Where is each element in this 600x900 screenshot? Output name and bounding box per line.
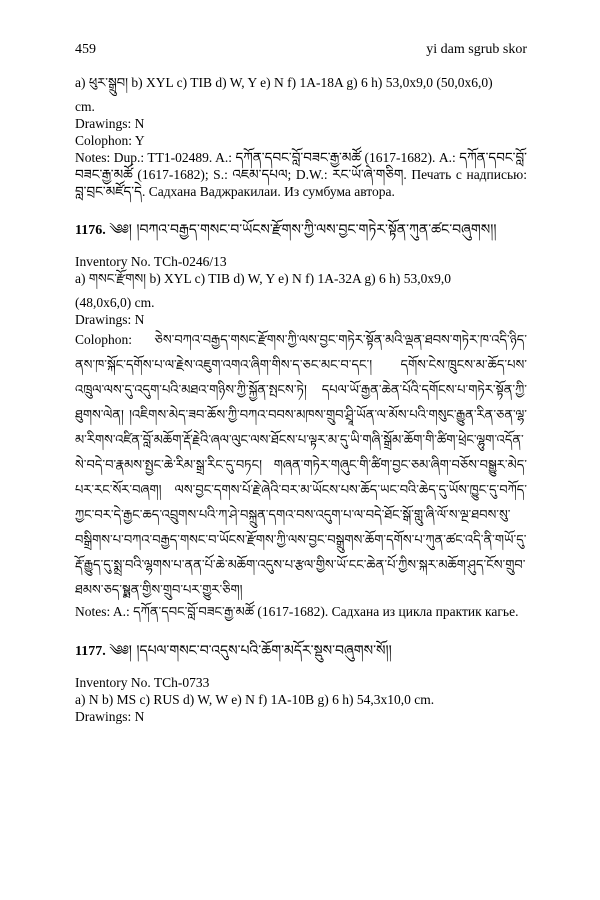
tibetan-short-title: ཕུར་སྒྲུབ།: [88, 76, 129, 91]
entry-1176-drawings: Drawings: N: [75, 312, 145, 327]
entry-1177-drawings: Drawings: N: [75, 709, 145, 724]
entry-prev-colophon: Colophon: Y: [75, 133, 145, 148]
entry-number: 1177.: [75, 644, 106, 659]
page-number: 459: [75, 42, 96, 57]
running-title: yi dam sgrub skor: [426, 42, 527, 57]
entry-1176-inventory: Inventory No. TCh-0246/13: [75, 254, 227, 269]
entry-1176-title: [75, 218, 527, 243]
colophon-tibetan-text: ཅེས་བཀའ་བརྒྱད་གསང་རྫོགས་ཀྱི་ལས་བྱང་གཏེར་སྟོན་མའི་ལྡན་ཐབས་གཏེར་ཁ་འདི་ཉིད་ནས་ཁ་སྐོང་དགོས་པ་ལ་རྗེས་འཇུག་འགའ་ཞིག་གིས་ད་ཅང་མང་བ་དང་། དགོས་ངེས་ཁྲུངས་མ་ཆོད་པས་འཁྲུལ་ལས་དུ་འདུག་པའི་མཐའ་གཉིས་ཀྱི་སྐྱོན་སྤངས་ཏེ། དཔལ་ཡོ་རྒྱན་ཆེན་པོའི་དགོངས་པ་གཏེར་སྟོན་ཀྱི་ཐུགས་ལེན། །འཇིགས་མེད་ཟབ་ཆོས་ཀྱི་བཀའ་བབས་མཁས་གྲུབ་ཤྲཱི་ཡོན་ལ་མོས་པའི་གསུང་རྒྱུན་རིན་ཅན་ལྷ་མ་རིགས་འཛིན་བློ་མཆོག་རྡོ་རྗེའི་ཞལ་ལུང་ལས་ཐོངས་པ་ལྟར་མ་དུ་ཡི་གཞི་སྒྲོམ་ཆོག་གི་ཚིག་ཕྲེང་ལྷུག་འདོན་སེ་བདེ་བ་རྣམས་སྤྱང་ཆེ་རིམ་སྒྲ་རིང་དུ་བཏང། གཞན་གཏེར་གཞུང་གི་ཚིག་བྱང་ཅམ་ཞིག་བཅོས་བསྒྱུར་མེད་པར་རང་སོར་བཞག། ལས་བྱང་དགས་པོ་རྗེ་ཞེའི་བར་མ་ཡོངས་པས་ཆོད་ཡང་བའི་ཆེད་དུ་ཡོས་ཁྱུང་དུ་བཀོད་ཀྱང་བར་དེ་རྒྱང་ཆད་འབྲུགས་པའི་ཀ་ཤེ་བསྐྲུན་དགའ་བས་འདུག་པ་ལ་བདེ་ཐོང་སྒོ་གླུ་ཞི་ལོ་ས་ལྔ་ཐབས་སུ་བསྒྲིགས་པ་བཀའ་བརྒྱད་གསང་བ་ཡོངས་རྫོགས་ཀྱི་ལས་བྱང་བསྒྲུགས་ཆོག་དགོས་པ་ཀུན་ཚང་འདི་ནི་གཡོ་དུ་རྡོ་རྒྱུད་དུ་སྨྲ་བའི་ལྷགས་པ་ནན་པོ་ཆེ་མཆོག་འདུས་པ་རྩལ་གྱིས་ཡོ་ངང་ཆེན་པོ་ཀྱིས་སྐར་མཆོག་ཤུད་ངོས་གྲུབ་ཐམས་ཅད་སྟྨན་གྱིས་གྲུབ་པར་གྱུར་ཅིག།: [75, 333, 527, 598]
entry-1177-title: [75, 639, 527, 664]
entry-title-tibetan: ༄༅། །དཔལ་གསང་བ་འདུས་པའི་ཆོག་མདོར་སྡུས་བཞུགས་སོ།།: [109, 643, 392, 659]
page-header: [75, 42, 527, 64]
entry-1176-colophon: Colophon: ཅེས་བཀའ་བརྒྱད་གསང་རྫོགས་ཀྱི་ལས་བྱང་གཏེར་སྟོན་མའི་ལྡན་ཐབས་གཏེར་ཁ་འདི་ཉིད་ནས་ཁ་སྐོང་དགོས་པ་ལ་རྗེས་འཇུག་འགའ་ཞིག་གིས་ད་ཅང་མང་བ་དང་། དགོས་ངེས་ཁྲུངས་མ་ཆོད་པས་འཁྲུལ་ལས་དུ་འདུག་པའི་མཐའ་གཉིས་ཀྱི་སྐྱོན་སྤངས་ཏེ། དཔལ་ཡོ་རྒྱན་ཆེན་པོའི་དགོངས་པ་གཏེར་སྟོན་ཀྱི་ཐུགས་ལེན། །འཇིགས་མེད་ཟབ་ཆོས་ཀྱི་བཀའ་བབས་མཁས་གྲུབ་ཤྲཱི་ཡོན་ལ་མོས་པའི་གསུང་རྒྱུན་རིན་ཅན་ལྷ་མ་རིགས་འཛིན་བློ་མཆོག་རྡོ་རྗེའི་ཞལ་ལུང་ལས་ཐོངས་པ་ལྟར་མ་དུ་ཡི་གཞི་སྒྲོམ་ཆོག་གི་ཚིག་ཕྲེང་ལྷུག་འདོན་སེ་བདེ་བ་རྣམས་སྤྱང་ཆེ་རིམ་སྒྲ་རིང་དུ་བཏང། གཞན་གཏེར་གཞུང་གི་ཚིག་བྱང་ཅམ་ཞིག་བཅོས་བསྒྱུར་མེད་པར་རང་སོར་བཞག། ལས་བྱང་དགས་པོ་རྗེ་ཞེའི་བར་མ་ཡོངས་པས་ཆོད་ཡང་བའི་ཆེད་དུ་ཡོས་ཁྱུང་དུ་བཀོད་ཀྱང་བར་དེ་རྒྱང་ཆད་འབྲུགས་པའི་ཀ་ཤེ་བསྐྲུན་དགའ་བས་འདུག་པ་ལ་བདེ་ཐོང་སྒོ་གླུ་ཞི་ལོ་ས་ལྔ་ཐབས་སུ་བསྒྲིགས་པ་བཀའ་བརྒྱད་གསང་བ་ཡོངས་རྫོགས་ཀྱི་ལས་བྱང་བསྒྲུགས་ཆོག་དགོས་པ་ཀུན་ཚང་འདི་ནི་གཡོ་དུ་རྡོ་རྒྱུད་དུ་སྨྲ་བའི་ལྷགས་པ་ནན་པོ་ཆེ་མཆོག་འདུས་པ་རྩལ་གྱིས་ཡོ་ངང་ཆེན་པོ་ཀྱིས་སྐར་མཆོག་ཤུད་ངོས་གྲུབ་ཐམས་ཅད་སྟྨན་གྱིས་གྲུབ་པར་གྱུར་ཅིག།: [75, 332, 527, 598]
tibetan-short-title: གསང་རྫོགས།: [88, 272, 147, 287]
entry-1176-notes: Notes: A.: དཀོན་དབང་བློ་བཟང་རྒྱ་མཚོ (1617-1682). Садхана из цикла практик кагье.: [75, 604, 519, 620]
entry-1176-line-a-cont: (48,0x6,0) cm.: [75, 295, 155, 310]
entry-1176-line-a: a) གསང་རྫོགས། b) XYL c) TIB d) W, Y e) N f) 1A-32A g) 6 h) 53,0x9,0: [75, 271, 452, 287]
entry-1177-inventory: Inventory No. TCh-0733: [75, 675, 210, 690]
entry-prev-drawings: Drawings: N: [75, 116, 145, 131]
entry-prev-line-a-cont: cm.: [75, 99, 95, 114]
document-page: [75, 42, 527, 725]
entry-prev-line-a: a) ཕུར་སྒྲུབ། b) XYL c) TIB d) W, Y e) N f) 1A-18A g) 6 h) 53,0x9,0 (50,0x6,0): [75, 75, 493, 91]
entry-prev-notes: Notes: Dup.: TT1-02489. A.: དཀོན་དབང་བློ་བཟང་རྒྱ་མཚོ (1617-1682). A.: དཀོན་དབང་བློ་བཟང་རྒྱ་མཚོ (1617-1682); S.: འཇམ་དཔལ; D.W.: རང་ཡོ་ཞེ་གཅིག. Печать с надписью: བླ་བྲང་མཛོད་དེ. Садхана Ваджракилаи. Из сумбума автора.: [75, 150, 527, 199]
entry-1177-line-a: a) N b) MS c) RUS d) W, W e) N f) 1A-10B g) 6 h) 54,3x10,0 cm.: [75, 692, 435, 707]
entry-title-tibetan: ༄༅། །བཀའ་བརྒྱད་གསང་བ་ཡོངས་རྫོགས་ཀྱི་ལས་བྱང་གཏེར་སྟོན་ཀུན་ཚང་བཞུགས།།: [109, 222, 497, 238]
entry-number: 1176.: [75, 223, 106, 238]
